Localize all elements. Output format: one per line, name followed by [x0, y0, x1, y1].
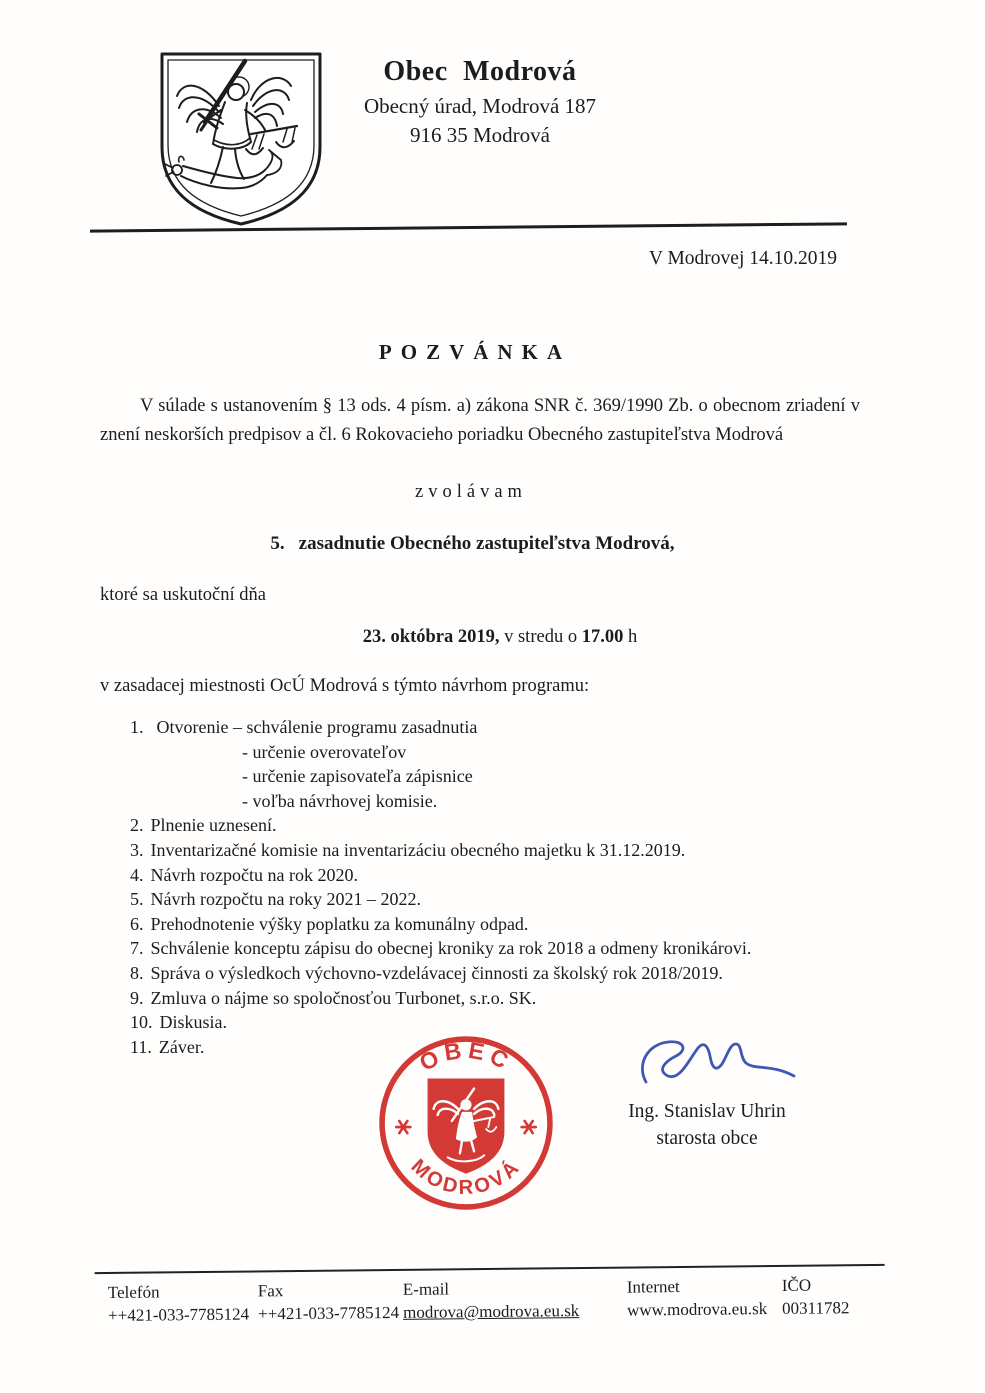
- convoke-word: zvolávam: [415, 482, 527, 502]
- agenda-item: 5. Návrh rozpočtu na roky 2021 – 2022.: [130, 889, 421, 910]
- meeting-time: 17.00: [581, 627, 624, 647]
- signatory-name: Ing. Stanislav Uhrin: [628, 1101, 786, 1122]
- meeting-date: 23. októbra 2019,: [362, 627, 500, 647]
- letterhead: [280, 56, 680, 150]
- signature-ink: [628, 1030, 813, 1100]
- stamp-shield: [428, 1079, 505, 1174]
- signatory-role: starosta obce: [656, 1128, 758, 1149]
- agenda-item: 6. Prehodnotenie výšky poplatku za komunálny odpad.: [130, 913, 529, 934]
- datetime-line: [0, 627, 985, 648]
- website-address: www.modrova.eu.sk: [626, 1299, 768, 1320]
- signatory-block: [597, 1098, 817, 1152]
- agenda-item: 2. Plnenie uznesení.: [130, 815, 277, 836]
- footer-col-fax: Fax ++421-033-7785124: [257, 1281, 400, 1324]
- place-and-date: V Modrovej 14.10.2019: [648, 248, 837, 269]
- agenda-item: 7. Schválenie konceptu zápisu do obecnej kroniky za rok 2018 a odmeny kronikárovi.: [130, 938, 752, 959]
- legal-intro-paragraph: V súlade s ustanovením § 13 ods. 4 písm. a) zákona SNR č. 369/1990 Zb. o obecnom zriadení v znení neskorších predpisov a čl. 6 Rokovacieho poriadku Obecného zastupiteľstva Modrová: [100, 396, 860, 445]
- agenda-item: 4. Návrh rozpočtu na rok 2020.: [130, 864, 358, 885]
- agenda-item: 11. Záver.: [130, 1036, 205, 1057]
- footer-col-phone: Telefón ++421-033-7785124: [107, 1282, 250, 1325]
- agenda-item: 3. Inventarizačné komisie na inventarizáciu obecného majetku k 31.12.2019.: [130, 839, 686, 860]
- org-address-line2: 916 35 Modrová: [410, 123, 550, 147]
- footer-col-ico: IČO 00311782: [781, 1275, 850, 1318]
- stamp-star-right: [522, 1121, 536, 1133]
- session-number: 5.: [270, 533, 285, 554]
- agenda-subitem: - voľba návrhovej komisie.: [242, 790, 438, 811]
- agenda-item: 1. Otvorenie – schválenie programu zasadnutia: [130, 717, 478, 737]
- session-heading: [0, 533, 945, 555]
- datetime-middle: v stredu o: [499, 627, 582, 647]
- org-address-line1: Obecný úrad, Modrová 187: [363, 94, 597, 118]
- datetime-suffix: h: [623, 627, 638, 647]
- footer-col-internet: Internet www.modrova.eu.sk: [626, 1277, 768, 1320]
- footer-contact-block: [95, 1264, 886, 1344]
- footer-col-email: E-mail modrova@modrova.eu.sk: [402, 1279, 580, 1322]
- agenda-list: [130, 715, 900, 1059]
- agenda-subitem: - určenie overovateľov: [242, 741, 407, 762]
- document-title: POZVÁNKA: [378, 340, 572, 364]
- agenda-subitem: - určenie zapisovateľa zápisnice: [242, 766, 473, 787]
- agenda-item: 10. Diskusia.: [130, 1012, 227, 1033]
- official-round-stamp: [377, 1034, 555, 1212]
- agenda-item: 9. Zmluva o nájme so spoločnosťou Turbonet, s.r.o. SK.: [130, 987, 537, 1008]
- when-intro-line: ktoré sa uskutoční dňa: [100, 585, 266, 605]
- session-title: zasadnutie Obecného zastupiteľstva Modrová,: [298, 533, 675, 554]
- email-address: modrova@modrova.eu.sk: [402, 1301, 580, 1322]
- svg-text:OBEC: [415, 1037, 517, 1076]
- agenda-item: 8. Správa o výsledkoch výchovno-vzdelávacej činnosti za školský rok 2018/2019.: [130, 962, 723, 983]
- location-line: v zasadacej miestnosti OcÚ Modrová s týmto návrhom programu:: [100, 676, 590, 696]
- org-name: Obec Modrová: [383, 56, 577, 87]
- stamp-bottom-text: MODROVÁ: [406, 1155, 526, 1199]
- stamp-top-text: OBEC: [414, 1036, 518, 1077]
- stamp-star-left: [396, 1121, 410, 1133]
